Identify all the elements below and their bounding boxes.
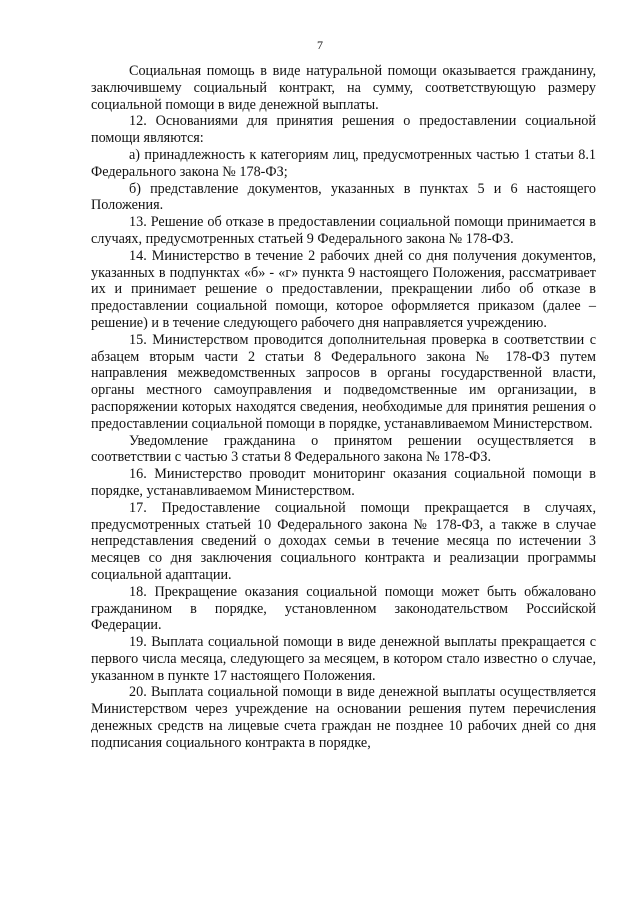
paragraph-in-kind-aid: Социальная помощь в виде натуральной помощи оказывается гражданину, заключившему социальный контракт, на сумму, соответствующую размеру социальной помощи в виде денежной выплаты. (91, 63, 596, 113)
paragraph-13: 13. Решение об отказе в предоставлении социальной помощи принимается в случаях, предусмотренных статьей 9 Федерального закона № 178-ФЗ. (91, 214, 596, 247)
paragraph-20: 20. Выплата социальной помощи в виде денежной выплаты осуществляется Министерством через учреждение на основании решения путем перечисления денежных средств на лицевые счета граждан не позднее 10 рабочих дней со дня подписания социального контракта в порядке, (91, 684, 596, 751)
document-body (91, 63, 596, 752)
paragraph-16: 16. Министерство проводит мониторинг оказания социальной помощи в порядке, устанавливаемом Министерством. (91, 466, 596, 499)
page-number: 7 (317, 38, 323, 52)
paragraph-12-grounds: 12. Основаниями для принятия решения о предоставлении социальной помощи являются: (91, 113, 596, 147)
paragraph-12-a: а) принадлежность к категориям лиц, предусмотренных частью 1 статьи 8.1 Федерального закона № 178-ФЗ; (91, 146, 596, 180)
paragraph-12-b: б) представление документов, указанных в пунктах 5 и 6 настоящего Положения. (91, 180, 596, 214)
paragraph-17: 17. Предоставление социальной помощи прекращается в случаях, предусмотренных статьей 10 Федерального закона № 178-ФЗ, а также в случае непредставления сведений о доходах семьи в течение месяца по истечении 3 месяцев со дня заключения социального контракта и реализации программы социальной адаптации. (91, 499, 596, 583)
paragraph-18: 18. Прекращение оказания социальной помощи может быть обжаловано гражданином в порядке, установленном законодательством Российской Федерации. (91, 583, 596, 634)
paragraph-15: 15. Министерством проводится дополнительная проверка в соответствии с абзацем вторым части 2 статьи 8 Федерального закона № 178-ФЗ путем направления межведомственных запросов в органы государственной власти, органы местного самоуправления и подведомственные им организации, в распоряжении которых находятся сведения, необходимые для принятия решения о предоставлении социальной помощи в порядке, устанавливаемом Министерством. (91, 331, 596, 432)
paragraph-15-notification: Уведомление гражданина о принятом решении осуществляется в соответствии с частью 3 статьи 8 Федерального закона № 178-ФЗ. (91, 432, 596, 466)
paragraph-14: 14. Министерство в течение 2 рабочих дней со дня получения документов, указанных в подпунктах «б» - «г» пункта 9 настоящего Положения, рассматривает их и принимает решение о предоставлении, прекращении либо об отказе в предоставлении социальной помощи, которое оформляется приказом (далее – решение) и в течение следующего рабочего дня направляется учреждению. (91, 247, 596, 331)
paragraph-19: 19. Выплата социальной помощи в виде денежной выплаты прекращается с первого числа месяца, следующего за месяцем, в котором стало известно о случае, указанном в пункте 17 настоящего Положения. (91, 634, 596, 684)
